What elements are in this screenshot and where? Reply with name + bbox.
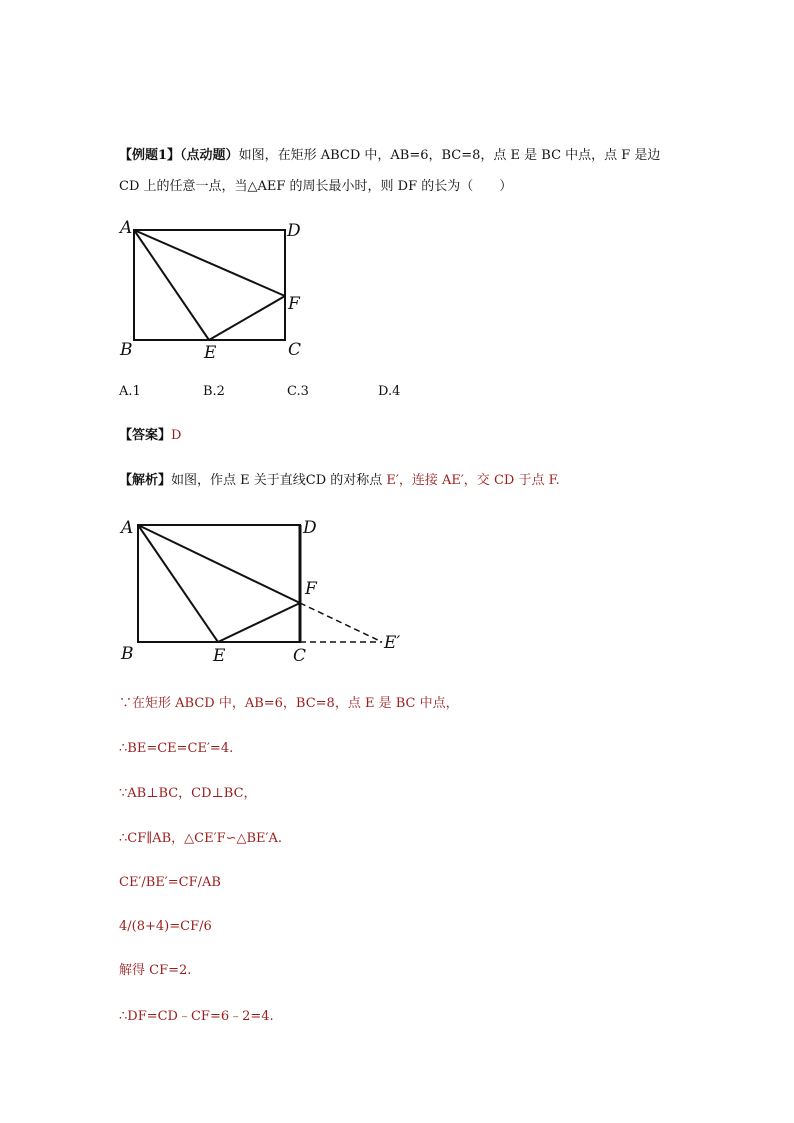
question-text-1: 如图，在矩形 ABCD 中，AB=6，BC=8，点 E 是 BC 中点，点 F 是边	[238, 148, 661, 163]
figure-2-label-d: D	[303, 518, 317, 538]
option-d: D.4	[378, 384, 401, 399]
figure-1-label-d: D	[287, 221, 301, 241]
figure-2-label-b: B	[121, 644, 134, 664]
step-1: ∵在矩形 ABCD 中，AB=6，BC=8，点 E 是 BC 中点，	[119, 696, 459, 711]
figure-2-label-e: E	[213, 646, 226, 666]
analysis-tag: 【解析】	[119, 473, 172, 488]
figure-2-rect-abcd	[138, 525, 300, 642]
step-5: CE′/BE′=CF/AB	[119, 875, 221, 890]
figure-1-label-b: B	[120, 340, 133, 360]
figure-2-label-c: C	[293, 646, 307, 666]
question-type: （点动题）	[180, 148, 239, 163]
figure-2-label-e-prime: E′	[384, 633, 401, 653]
figure-1-label-a: A	[120, 218, 133, 238]
figure-2-dashed-fe-prime	[300, 603, 382, 642]
step-8: ∴DF=CD﹣CF=6﹣2=4.	[119, 1009, 274, 1024]
figure-2-segment-ef	[218, 603, 300, 642]
step-7: 解得 CF=2.	[119, 963, 192, 978]
answer-tag: 【答案】	[119, 428, 172, 443]
step-6: 4/(8+4)=CF/6	[119, 919, 212, 934]
question-tag: 【例题1】	[119, 148, 181, 163]
option-b: B.2	[203, 384, 225, 399]
answer-value: D	[171, 428, 182, 443]
option-c: C.3	[287, 384, 309, 399]
step-2: ∴BE=CE=CE′=4.	[119, 741, 234, 756]
option-a: A.1	[119, 384, 141, 399]
figure-2-shapes	[138, 525, 382, 642]
figure-2-label-a: A	[121, 518, 134, 538]
figure-2-segment-ae	[138, 525, 218, 642]
figure-2-label-f: F	[305, 579, 317, 599]
analysis-intro-a: 如图，作点 E 关于直线CD 的对称点	[171, 473, 387, 488]
figure-2-segment-af	[138, 525, 300, 603]
figure-1-label-c: C	[288, 340, 302, 360]
analysis-intro-b: E′，连接 AE′，交 CD 于点 F.	[386, 473, 560, 488]
step-3: ∵AB⊥BC，CD⊥BC，	[119, 786, 257, 801]
figure-1-label-f: F	[288, 294, 300, 314]
figure-1-label-e: E	[204, 343, 217, 363]
question-line-2: CD 上的任意一点，当△AEF 的周长最小时，则 DF 的长为（ ）	[119, 179, 513, 194]
step-4: ∴CF∥AB，△CE′F∽△BE′A.	[119, 831, 282, 846]
